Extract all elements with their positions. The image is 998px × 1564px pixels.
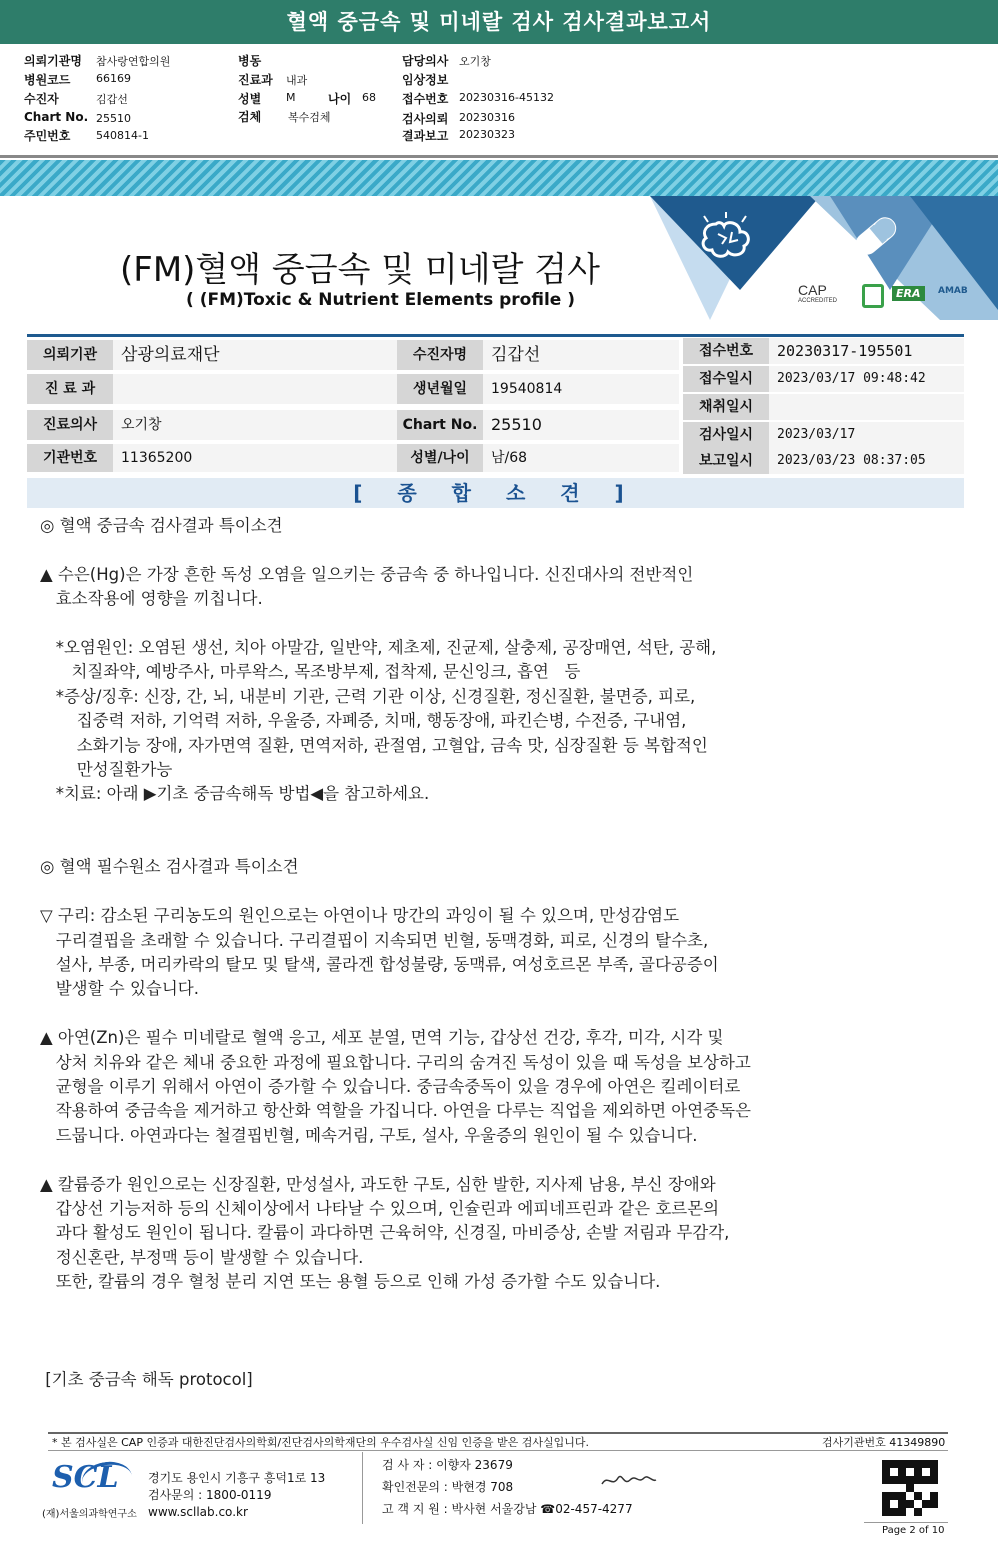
hdr-value: 20230323 xyxy=(459,128,515,141)
opinion-line xyxy=(40,1343,751,1367)
info-label: 생년월일 xyxy=(397,374,483,404)
capsule-icon xyxy=(850,210,902,262)
cap-logo: CAP xyxy=(798,282,827,298)
info-value xyxy=(769,394,964,420)
info-label: 수진자명 xyxy=(397,340,483,370)
cap-sub-text: ACCREDITED xyxy=(798,298,838,304)
info-value: 2023/03/17 xyxy=(769,422,964,448)
info-value: 20230317-195501 xyxy=(769,338,964,364)
opinion-line: 과다 활성도 원인이 됩니다. 칼륨이 과다하면 근육허약, 신경질, 마비증상, 손발 저림과 무감각, xyxy=(40,1223,730,1243)
summary-title: [ 종 합 소 견 ] xyxy=(27,478,964,508)
hdr-value: 20230316-45132 xyxy=(459,91,554,104)
info-table-top-rule xyxy=(27,334,964,337)
scl-logo: SCL xyxy=(52,1460,119,1495)
opinion-line xyxy=(40,1295,751,1319)
inspector: 검 사 자 : 이향자 23679 xyxy=(382,1458,513,1472)
accreditation-logos xyxy=(798,282,968,312)
hdr-value: 540814-1 xyxy=(96,129,149,142)
opinion-line xyxy=(40,538,751,562)
hdr-value: 25510 xyxy=(96,112,131,125)
scl-name: (재)서울의과학연구소 xyxy=(42,1509,137,1520)
info-label: 진 료 과 xyxy=(27,374,113,404)
info-value: 삼광의료재단 xyxy=(113,340,397,370)
opinion-line xyxy=(40,807,751,831)
opinion-line xyxy=(40,831,751,855)
opinion-line xyxy=(40,1002,751,1026)
hdr-value: 참사랑연합의원 xyxy=(96,55,171,68)
patient-header xyxy=(0,44,998,158)
opinion-line: ▲ 아연(Zn)은 필수 미네랄로 혈액 응고, 세포 분열, 면역 기능, 갑상선 건강, 후각, 미각, 시각 및 xyxy=(40,1028,724,1048)
hdr-value: 복수검체 xyxy=(288,111,331,124)
opinion-line xyxy=(40,1319,751,1343)
opinion-line: ▽ 구리: 감소된 구리농도의 원인으로는 아연이나 망간의 과잉이 될 수 있으며, 만성감염도 xyxy=(40,906,680,926)
opinion-line: 설사, 부종, 머리카락의 탈모 및 탈색, 콜라겐 합성불량, 동맥류, 여성호르몬 부족, 골다공증이 xyxy=(40,955,719,975)
opinion-line: 정신혼란, 부정맥 등이 발생할 수 있습니다. xyxy=(40,1247,364,1267)
info-value: 김갑선 xyxy=(483,340,679,370)
specialist: 확인전문의 : 박현경 708 xyxy=(382,1480,514,1494)
opinion-line: 또한, 칼륨의 경우 혈청 분리 지연 또는 용혈 등으로 인해 가성 증가할 수도 있습니다. xyxy=(40,1272,661,1292)
page-number: Page 2 of 10 xyxy=(882,1525,945,1536)
info-label: 검사일시 xyxy=(683,422,769,448)
opinion-line: *증상/징후: 신장, 간, 뇌, 내분비 기관, 근력 기관 이상, 신경질환, 정신질환, 불면증, 피로, xyxy=(40,686,696,706)
era-logo: ERA xyxy=(892,286,925,301)
opinion-line xyxy=(40,1148,751,1172)
hdr-key: 수진자 xyxy=(24,92,59,106)
info-value: 2023/03/17 09:48:42 xyxy=(769,366,964,392)
hdr-value: 오기창 xyxy=(459,55,491,68)
hdr-key: 검사의뢰 xyxy=(402,112,449,126)
opinion-line: 상처 치유와 같은 체내 중요한 과정에 필요합니다. 구리의 숨겨진 독성이 있을 때 독성을 보상하고 xyxy=(40,1052,751,1072)
brain-icon xyxy=(696,212,756,268)
lm-logo-icon xyxy=(862,284,884,308)
hdr-value: M xyxy=(286,91,296,104)
hdr-key: 결과보고 xyxy=(402,129,449,143)
hdr-key: 진료과 xyxy=(238,73,273,87)
org-number: 검사기관번호 41349890 xyxy=(822,1436,946,1449)
customer-support: 고 객 지 원 : 박사현 서울강남 ☎02-457-4277 xyxy=(382,1502,633,1516)
opinion-line: 소화기능 장애, 자가면역 질환, 면역저하, 관절염, 고혈압, 금속 맛, 심장질환 등 복합적인 xyxy=(40,735,708,755)
info-label: 의뢰기관 xyxy=(27,340,113,370)
opinion-line: [기초 중금속 해독 protocol] xyxy=(40,1369,253,1389)
opinion-line: 효소작용에 영향을 끼칩니다. xyxy=(40,589,263,609)
signature-icon xyxy=(598,1470,658,1492)
info-label: 보고일시 xyxy=(683,448,769,474)
hdr-key: 주민번호 xyxy=(24,129,71,143)
hdr-value: 68 xyxy=(362,91,376,104)
info-label: 진료의사 xyxy=(27,410,113,440)
opinion-line: 만성질환가능 xyxy=(40,759,173,779)
info-label: 채취일시 xyxy=(683,394,769,420)
hdr-key: Chart No. xyxy=(24,110,89,124)
opinion-line: ◎ 혈액 필수원소 검사결과 특이소견 xyxy=(40,857,299,877)
hdr-key: 성별 xyxy=(238,92,262,106)
opinion-line: *오염원인: 오염된 생선, 치아 아말감, 일반약, 제초제, 진균제, 살충제, 공장매연, 석탄, 공해, xyxy=(40,637,717,657)
footer-rule-3 xyxy=(864,1522,948,1523)
info-value: 25510 xyxy=(483,410,679,440)
amab-logo: AMAB xyxy=(938,286,968,296)
opinion-line xyxy=(40,880,751,904)
hdr-value: 20230316 xyxy=(459,111,515,124)
info-value: 오기창 xyxy=(113,410,397,440)
info-value: 남/68 xyxy=(483,444,679,472)
opinion-line: ▲ 수은(Hg)은 가장 흔한 독성 오염을 일으키는 중금속 중 하나입니다. 신진대사의 전반적인 xyxy=(40,564,694,584)
hdr-key: 담당의사 xyxy=(402,54,449,68)
opinion-line: 치질좌약, 예방주사, 마루왁스, 목조방부제, 접착제, 문신잉크, 흡연 등 xyxy=(40,662,581,682)
opinion-line: 갑상선 기능저하 등의 신체이상에서 나타날 수 있으며, 인슐린과 에피네프린과 같은 호르몬의 xyxy=(40,1198,720,1218)
info-label: Chart No. xyxy=(397,410,483,440)
footer-divider xyxy=(362,1452,363,1524)
info-label: 접수일시 xyxy=(683,366,769,392)
opinion-line: 드뭅니다. 아연과다는 철결핍빈혈, 메속거림, 구토, 설사, 우울증의 원인이 될 수 있습니다. xyxy=(40,1125,698,1145)
lab-phone: 검사문의 : 1800-0119 xyxy=(148,1488,272,1502)
info-value: 19540814 xyxy=(483,374,679,404)
opinion-line: *치료: 아래 ▶기초 중금속해독 방법◀을 참고하세요. xyxy=(40,784,430,804)
lab-address: 경기도 용인시 기흥구 흥덕1로 13 xyxy=(148,1471,326,1485)
info-value: 11365200 xyxy=(113,444,397,472)
hdr-key: 접수번호 xyxy=(402,92,449,106)
opinion-line: ▲ 칼륨증가 원인으로는 신장질환, 만성설사, 과도한 구토, 심한 발한, 지사제 남용, 부신 장애와 xyxy=(40,1174,716,1194)
report-title: (FM)혈액 중금속 및 미네랄 검사 xyxy=(120,250,600,290)
opinion-line: 균형을 이루기 위해서 아연이 증가할 수 있습니다. 중금속중독이 있을 경우에 아연은 킬레이터로 xyxy=(40,1076,741,1096)
report-subtitle: ( (FM)Toxic & Nutrient Elements profile ) xyxy=(186,290,576,310)
opinion-line: 구리결핍을 초래할 수 있습니다. 구리결핍이 지속되면 빈혈, 동맥경화, 피로, 신경의 탈수초, xyxy=(40,930,709,950)
footer-notice: * 본 검사실은 CAP 인증과 대한진단검사의학회/진단검사의학재단의 우수검사실 신임 인증을 받은 검사실입니다. xyxy=(52,1436,590,1449)
hdr-key: 병동 xyxy=(238,54,262,68)
footer-rule-2 xyxy=(48,1450,948,1451)
report-header-title: 혈액 중금속 및 미네랄 검사 검사결과보고서 xyxy=(0,0,998,44)
info-value xyxy=(113,374,397,404)
hdr-key: 나이 xyxy=(328,92,352,106)
qr-code-icon xyxy=(882,1460,938,1516)
opinion-line xyxy=(40,612,751,636)
opinion-line: 집중력 저하, 기억력 저하, 우울증, 자폐증, 치매, 행동장애, 파킨슨병, 수전증, 구내염, xyxy=(40,711,687,731)
info-label: 접수번호 xyxy=(683,338,769,364)
hdr-key: 병원코드 xyxy=(24,73,71,87)
info-label: 기관번호 xyxy=(27,444,113,472)
hdr-value: 김갑선 xyxy=(96,93,128,106)
opinion-line: 발생할 수 있습니다. xyxy=(40,979,199,999)
opinion-body xyxy=(40,514,751,1392)
hdr-key: 의뢰기관명 xyxy=(24,54,82,68)
opinion-line: ◎ 혈액 중금속 검사결과 특이소견 xyxy=(40,516,283,535)
hdr-key: 검체 xyxy=(238,110,262,124)
info-value: 2023/03/23 08:37:05 xyxy=(769,448,964,474)
opinion-line: 작용하여 중금속을 제거하고 항산화 역할을 가집니다. 아연을 다루는 직업을 제외하면 아연중독은 xyxy=(40,1101,751,1121)
hdr-value: 66169 xyxy=(96,72,131,85)
lab-website[interactable]: www.scllab.co.kr xyxy=(148,1505,248,1519)
info-label: 성별/나이 xyxy=(397,444,483,472)
hdr-value: 내과 xyxy=(286,74,308,87)
hdr-key: 임상정보 xyxy=(402,73,449,87)
